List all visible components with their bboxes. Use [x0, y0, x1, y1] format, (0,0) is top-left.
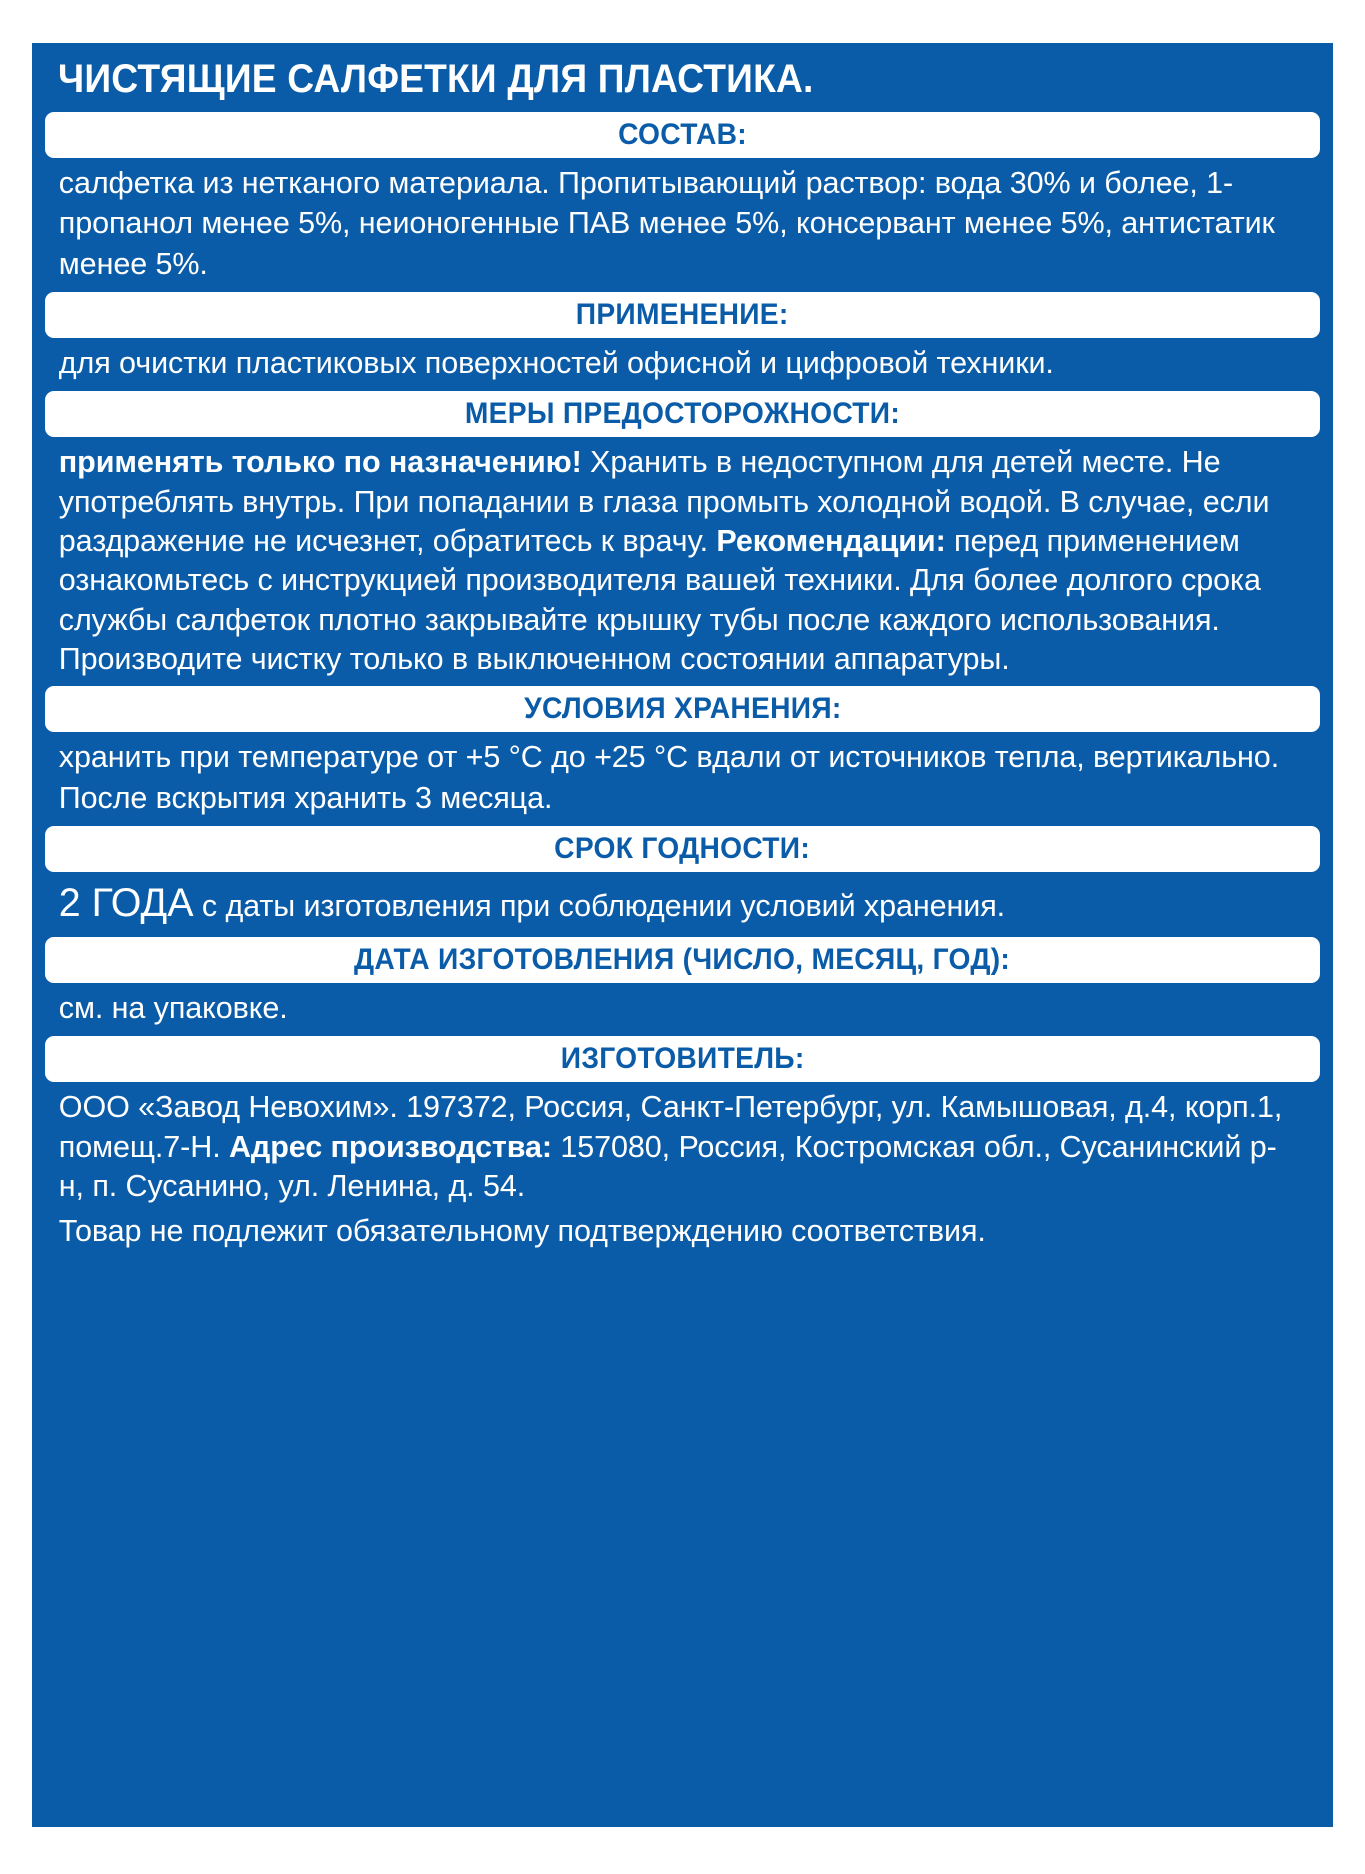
- section-body-application: для очистки пластиковых поверхностей офисной и цифровой техники.: [58, 344, 1054, 380]
- section-heading-shelf-life: [45, 826, 1320, 872]
- manufacturer-text-part-1: ООО «Завод Невохим». 197372, Россия, Санкт-Петербург, ул. Камышовая, д.4, корп.1, помещ.7-Н.: [58, 1089, 1283, 1164]
- manufacturer-text-part-2: 157080, Россия, Костромская обл., Сусанинский р-н, п. Сусанино, ул. Ленина, д. 54.: [58, 1128, 1277, 1203]
- section-heading-composition: [45, 112, 1320, 158]
- section-heading-storage-conditions: [45, 686, 1320, 732]
- manufacturer-production-address-label: Адрес производства:: [228, 1128, 552, 1164]
- section-heading-application: [45, 292, 1320, 338]
- section-heading-shelf-life-label: СРОК ГОДНОСТИ:: [554, 831, 811, 865]
- section-body-manufacturer: [45, 1084, 1301, 1208]
- section-heading-manufacture-date: [45, 937, 1320, 983]
- precautions-text-part-1: Хранить в недоступном для детей месте. Не употреблять внутрь. При попадании в глаза промыть холодной водой. В случае, если раздражение не исчезнет, обратитесь к врачу.: [58, 444, 1270, 558]
- shelf-life-text: с даты изготовления при соблюдении условий хранения.: [193, 887, 1006, 923]
- section-body-precautions: [45, 439, 1301, 681]
- section-heading-manufacturer-label: ИЗГОТОВИТЕЛЬ:: [560, 1042, 805, 1076]
- page-title: ЧИСТЯЩИЕ САЛФЕТКИ ДЛЯ ПЛАСТИКА.: [58, 57, 814, 101]
- section-heading-manufacturer: [45, 1036, 1320, 1082]
- shelf-life-duration: 2 ГОДА: [58, 880, 194, 925]
- precautions-recommendations-label: Рекомендации:: [716, 522, 946, 558]
- conformity-note: Товар не подлежит обязательному подтверждению соответствия.: [58, 1213, 986, 1249]
- section-heading-composition-label: СОСТАВ:: [618, 118, 747, 151]
- section-heading-precautions-label: МЕРЫ ПРЕДОСТОРОЖНОСТИ:: [464, 397, 901, 431]
- precautions-bold-lead: применять только по назначению!: [58, 444, 582, 480]
- product-label-panel: [32, 43, 1333, 1827]
- section-body-composition: салфетка из нетканого материала. Пропитывающий раствор: вода 30% и более, 1-пропанол менее 5%, неионогенные ПАВ менее 5%, консервант менее 5%, антистатик менее 5%.: [58, 165, 1275, 281]
- section-body-storage-conditions: хранить при температуре от +5 °C до +25 °C вдали от источников тепла, вертикально. После вскрытия хранить 3 месяца.: [58, 739, 1280, 815]
- section-body-shelf-life: [45, 874, 1301, 932]
- precautions-text-part-2: перед применением ознакомьтесь с инструкцией производителя вашей техники. Для более долгого срока службы салфеток плотно закрывайте крышку тубы после каждого использования. Производите чистку только в выключенном состоянии аппаратуры.: [58, 522, 1261, 676]
- section-heading-application-label: ПРИМЕНЕНИЕ:: [576, 297, 789, 331]
- section-heading-precautions: [45, 391, 1320, 437]
- section-heading-manufacture-date-label: ДАТА ИЗГОТОВЛЕНИЯ (ЧИСЛО, МЕСЯЦ, ГОД):: [354, 942, 1011, 976]
- section-body-manufacture-date: см. на упаковке.: [58, 989, 288, 1025]
- section-heading-storage-conditions-label: УСЛОВИЯ ХРАНЕНИЯ:: [523, 692, 842, 726]
